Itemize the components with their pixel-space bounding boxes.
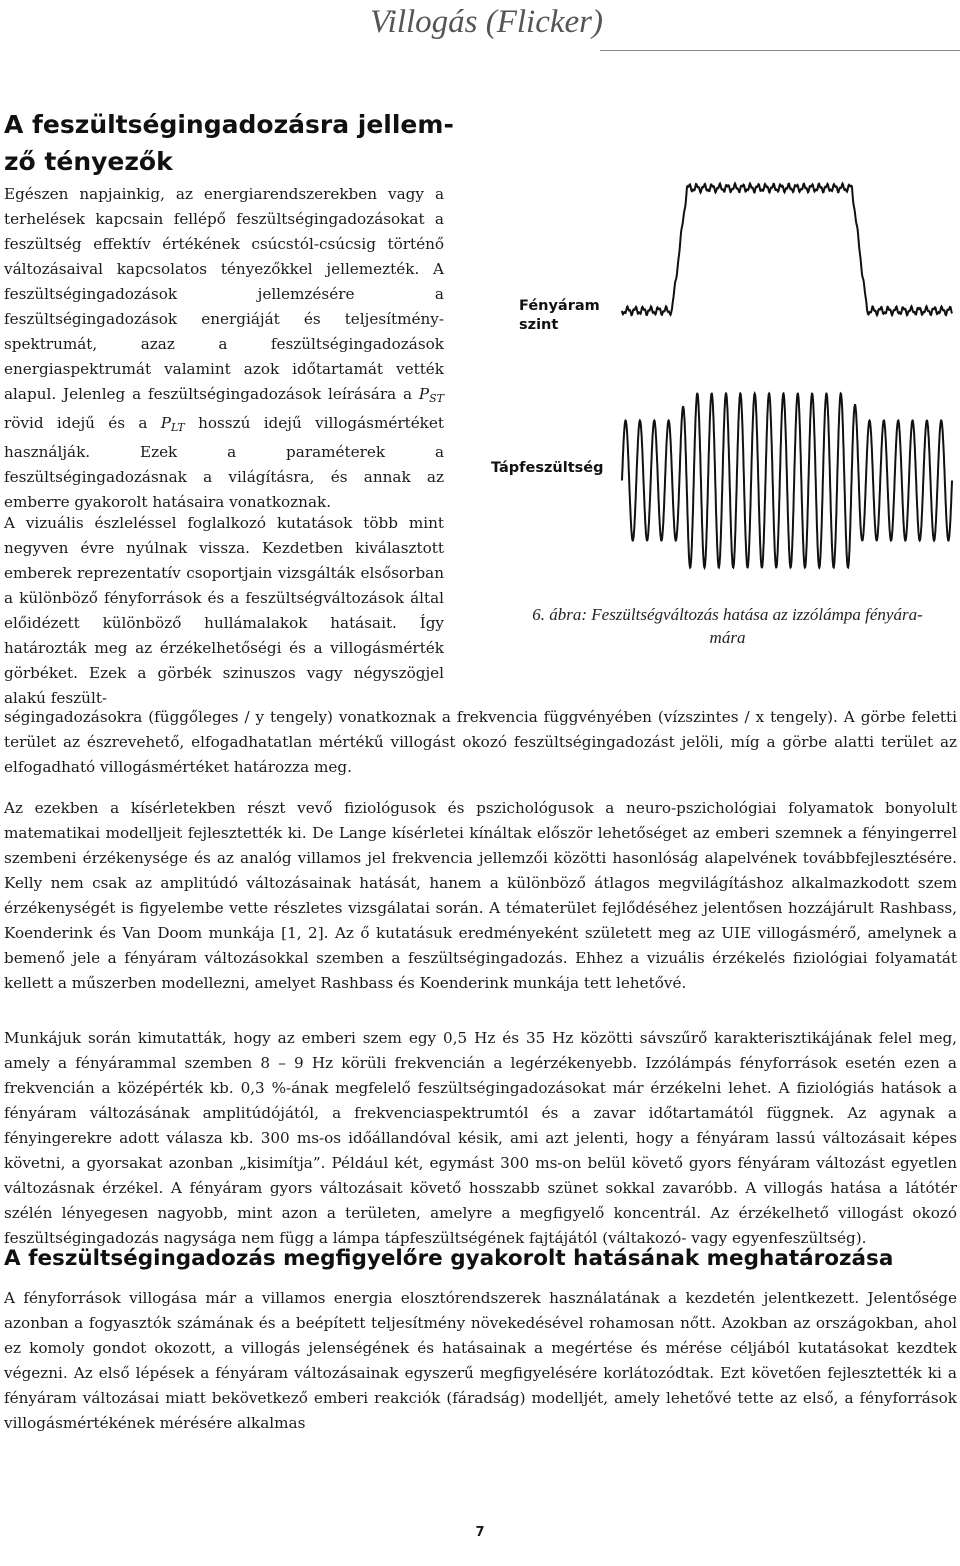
pst-subscript: ST xyxy=(429,392,444,405)
pst-symbol: P xyxy=(418,385,430,403)
figure-label-luminous-flux: Fényáram szint xyxy=(519,298,600,333)
intro-text-c: hosszú idejű villogásmértéket használják. Ezek a paraméterek a feszültségingadozásnak a világításra, és annak az emberre gyakorolt hatásaira vonatkoznak. xyxy=(4,414,444,511)
paragraph-flicker-history: A fényforrások villogása már a villamos energia elosztórendszerek használatának a kezdetén jelentkezett. Jelentősége azonban a fogyasztók számának és a beépített teljesítmény növekedésével rohamosan nőtt. Azokban az országokban, ahol ez komoly gondot okozott, a villogás jelenségének és hatásainak a megértése és mérése céljából kutatásokat kezdtek végezni. Az első lépések a fényáram változásainak egyszerű megfigyelésére korlátozódtak. Ezt követően fejlesztették ki a fényáram változásai miatt bekövetkező emberi reakciók (fáradság) modelljét, amely lehetővé tette az első, a fényforrások villogásmértékének mérésére alkalmas xyxy=(4,1289,957,1432)
page-number: 7 xyxy=(475,1525,485,1540)
luminous-flux-trace xyxy=(622,184,952,316)
page-header-title: Villogás (Flicker) xyxy=(369,4,603,40)
intro-text-a: Egészen napjainkig, az energiarendszerekben vagy a terhelések kapcsain fellépő feszültségingadozásokat a feszültség effektív értékének csúcstól-csúcsig történő változásaival kapcsolatos tényezőkkel jellemezték. A feszültségingadozások jellemzésére a feszültségingadozások energiáját és teljesítmény-spektrumát, azaz a feszültségingadozások energiaspektrumát valamint azok időtartamát vették alapul. Jelenleg a feszültségingadozások leírására a xyxy=(4,185,444,403)
section-heading-effect-on-observer: A feszültségingadozás megfigyelőre gyakorolt hatásának meghatározása xyxy=(4,1246,894,1271)
supply-voltage-trace xyxy=(622,394,952,568)
paragraph-eye-bandpass: Munkájuk során kimutatták, hogy az emberi szem egy 0,5 Hz és 35 Hz közötti sávszűrő karakterisztikájának felel meg, amely a fényárammal szemben 8 – 9 Hz körüli frekvencián a legérzékenyebb. Izzólámpás fényforrások esetén ezen a frekvencián a középérték kb. 0,3 %-ának megfelelő feszültségingadozásokat már érzékelni lehet. A fiziológiás hatások a fényáram változásának amplitúdójától, a frekvenciaspektrumtól és a zavar időtartamától függnek. Az agynak a fényingerekre adott válasza kb. 300 ms-os időállandóval késik, ami azt jelenti, hogy a fényáram lassú változásait képes követni, a gyorsakat azonban „kisimítja”. Például két, egymást 300 ms-on belül követő gyors fényáram változást egyetlen változásnak érzékel. A fényáram gyors változásait követő hosszabb szünet sokkal zavaróbb. A villogás hatása a látótér szélén lényegesen nagyobb, mint azon a területen, amelyre a megfigyelő koncentrál. Az érzékelhető villogást okozó feszültségingadozás nagysága nem függ a lámpa tápfeszültségének fajtájától (váltakozó- vagy egyenfeszültség). xyxy=(4,1029,957,1247)
heading-text: A feszültségingadozásra jellem- ző tényezők xyxy=(4,110,454,176)
section-heading-voltage-fluctuation-factors xyxy=(4,106,454,180)
paragraph-intro xyxy=(4,182,444,515)
paragraph-visual-perception: A vizuális észleléssel foglalkozó kutatások több mint negyven évre nyúlnak vissza. Kezdetben kiválasztott emberek reprezentatív csoportjain vizsgálták elsősorban a különböző fényforrások és a feszültségváltozások által előidézett különböző hullámalakok hatásait. Így határozták meg az érzékelhetőségi és a villogásmérték görbéket. Ezek a görbék szinuszos vagy négyszögjel alakú feszült- xyxy=(4,514,444,707)
header-divider xyxy=(600,50,960,51)
paragraph-visual-perception-continued: ségingadozásokra (függőleges / y tengely) vonatkoznak a frekvencia függvényében (vízszintes / x tengely). A görbe feletti terület az észrevehető, elfogadhatatlan mértékű villogást okozó feszültségingadozást jelöli, míg a görbe alatti terület az elfogadható villogásmértéket határozza meg. xyxy=(4,708,957,776)
paragraph-physiologists: Az ezekben a kísérletekben részt vevő fiziológusok és pszichológusok a neuro-pszichológiai folyamatok bonyolult matematikai modelljeit fejlesztették ki. De Lange kísérletei kínáltak először lehetőséget az emberi szemnek a fényingerrel szembeni érzékenysége és az analóg villamos jel frekvencia jellemzői közötti hasonlóság alapelvének továbbfejlesztésére. Kelly nem csak az amplitúdó változásainak hatását, hanem a különböző átlagos megvilágításhoz alkalmazkodott szem érzékenységét is figyelembe vette részletes vizsgálatai során. A tématerület fejlődéséhez jelentősen hozzájárult Rashbass, Koenderink és Van Doom munkája [1, 2]. Az ő kutatásuk eredményeként született meg az UIE villogásmérő, amelynek a bemenő jele a fényáram változásokkal szemben a feszültségingadozás. Ehhez a vizuális érzékelés fiziológiai folyamatát kellett a műszerben modellezni, amelyet Rashbass és Koenderink munkája tett lehetővé. xyxy=(4,799,957,992)
intro-text-b: rövid idejű és a xyxy=(4,414,161,432)
plt-subscript: LT xyxy=(171,421,185,434)
supply-voltage-waveform xyxy=(622,393,952,568)
figure-caption: 6. ábra: Feszültségváltozás hatása az izzólámpa fényára- mára xyxy=(532,605,923,647)
plt-symbol: P xyxy=(160,414,171,432)
luminous-flux-waveform xyxy=(622,150,952,340)
figure-label-supply-voltage: Tápfeszültség xyxy=(491,460,604,476)
